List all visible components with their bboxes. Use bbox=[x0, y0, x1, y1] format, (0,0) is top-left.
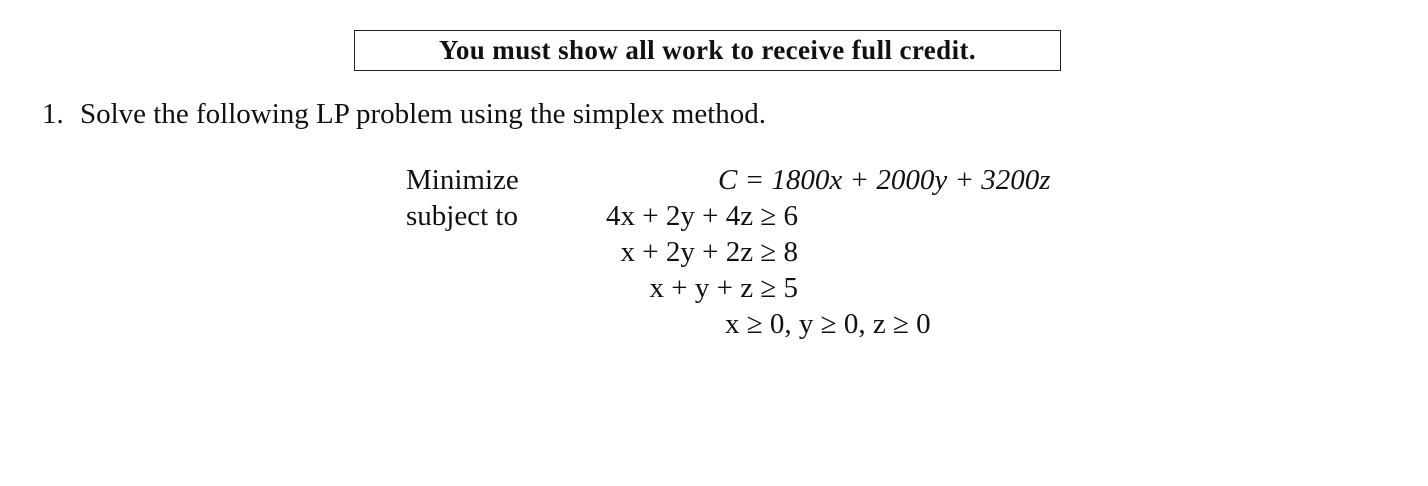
objective-label: Minimize bbox=[406, 164, 519, 196]
objective-function bbox=[718, 162, 1051, 198]
constraint-label: subject to bbox=[406, 200, 518, 232]
instructions-text: You must show all work to receive full credit. bbox=[438, 35, 977, 65]
constraint-3: x + y + z ≥ 5 bbox=[649, 272, 798, 304]
nonnegativity-constraint: x ≥ 0, y ≥ 0, z ≥ 0 bbox=[725, 308, 931, 340]
problem-text: Solve the following LP problem using the simplex method. bbox=[80, 98, 767, 130]
problem-number: 1. bbox=[42, 98, 64, 130]
instructions-box bbox=[354, 30, 1061, 71]
constraint-2: x + 2y + 2z ≥ 8 bbox=[620, 236, 798, 268]
objective-expression: C = 1800x + 2000y + 3200z bbox=[718, 164, 1051, 196]
problem-statement bbox=[42, 98, 766, 131]
constraint-1: 4x + 2y + 4z ≥ 6 bbox=[606, 200, 798, 232]
